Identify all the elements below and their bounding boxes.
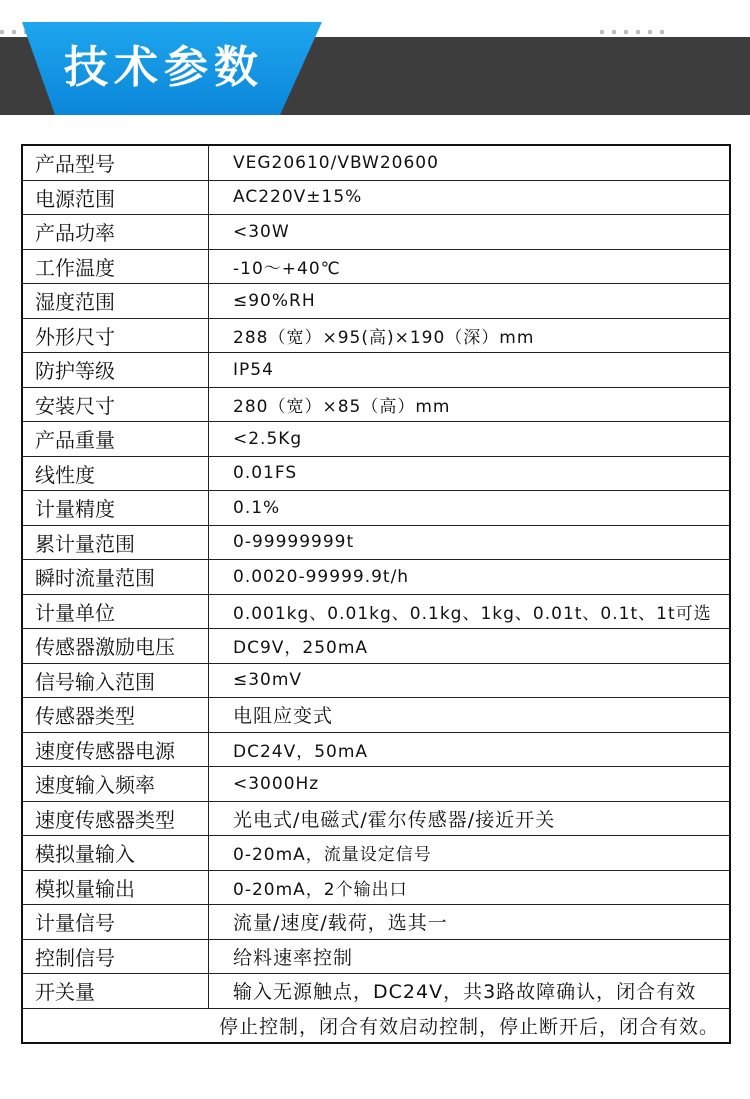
table-row xyxy=(22,905,730,940)
decor-dots-left xyxy=(0,30,28,36)
spec-label: 计量精度 xyxy=(22,491,209,526)
header-banner xyxy=(0,0,750,128)
table-row xyxy=(22,422,730,457)
spec-value: IP54 xyxy=(209,353,731,388)
table-row xyxy=(22,525,730,560)
spec-value: 288（宽）×95(高)×190（深）mm xyxy=(209,318,731,353)
table-row xyxy=(22,456,730,491)
spec-label: 速度传感器类型 xyxy=(22,801,209,836)
spec-value: DC9V，250mA xyxy=(209,629,731,664)
table-row xyxy=(22,491,730,526)
spec-value: 0-99999999t xyxy=(209,525,731,560)
spec-label: 速度输入频率 xyxy=(22,767,209,802)
spec-label: 外形尺寸 xyxy=(22,318,209,353)
page-title: 技术参数 xyxy=(64,42,264,93)
spec-value: -10～+40℃ xyxy=(209,249,731,284)
table-row xyxy=(22,663,730,698)
spec-value: 0.1% xyxy=(209,491,731,526)
spec-value: 给料速率控制 xyxy=(209,939,731,974)
table-row xyxy=(22,215,730,250)
spec-value: 流量/速度/载荷，选其一 xyxy=(209,905,731,940)
spec-label: 湿度范围 xyxy=(22,284,209,319)
table-row xyxy=(22,801,730,836)
spec-value: 280（宽）×85（高）mm xyxy=(209,387,731,422)
spec-label: 传感器类型 xyxy=(22,698,209,733)
table-row xyxy=(22,939,730,974)
spec-value: 电阻应变式 xyxy=(209,698,731,733)
table-row xyxy=(22,180,730,215)
spec-table xyxy=(21,144,731,1044)
spec-value: ≤90%RH xyxy=(209,284,731,319)
spec-label: 计量单位 xyxy=(22,594,209,629)
spec-value: AC220V±15% xyxy=(209,180,731,215)
spec-value: 0-20mA，流量设定信号 xyxy=(209,836,731,871)
spec-value: ≤30mV xyxy=(209,663,731,698)
table-row xyxy=(22,284,730,319)
spec-label: 控制信号 xyxy=(22,939,209,974)
spec-value: <30W xyxy=(209,215,731,250)
spec-value: 输入无源触点，DC24V，共3路故障确认，闭合有效 xyxy=(209,974,731,1009)
table-row xyxy=(22,594,730,629)
spec-label: 速度传感器电源 xyxy=(22,732,209,767)
spec-label: 产品重量 xyxy=(22,422,209,457)
table-row xyxy=(22,732,730,767)
spec-value: 0.001kg、0.01kg、0.1kg、1kg、0.01t、0.1t、1t可选 xyxy=(209,594,731,629)
table-row xyxy=(22,387,730,422)
spec-label: 累计量范围 xyxy=(22,525,209,560)
spec-label: 模拟量输入 xyxy=(22,836,209,871)
table-row xyxy=(22,767,730,802)
spec-label: 信号输入范围 xyxy=(22,663,209,698)
spec-value: 光电式/电磁式/霍尔传感器/接近开关 xyxy=(209,801,731,836)
table-row xyxy=(22,870,730,905)
table-row xyxy=(22,836,730,871)
table-row xyxy=(22,353,730,388)
table-row xyxy=(22,249,730,284)
spec-value: 0.01FS xyxy=(209,456,731,491)
spec-label: 开关量 xyxy=(22,974,209,1009)
spec-value: VEG20610/VBW20600 xyxy=(209,145,731,180)
spec-label: 工作温度 xyxy=(22,249,209,284)
spec-label: 模拟量输出 xyxy=(22,870,209,905)
table-row xyxy=(22,629,730,664)
spec-value: <3000Hz xyxy=(209,767,731,802)
table-row xyxy=(22,698,730,733)
spec-label: 产品功率 xyxy=(22,215,209,250)
table-row xyxy=(22,145,730,180)
spec-label: 线性度 xyxy=(22,456,209,491)
spec-label: 瞬时流量范围 xyxy=(22,560,209,595)
spec-label: 传感器激励电压 xyxy=(22,629,209,664)
footer-line: 停止控制，闭合有效启动控制，停止断开后，闭合有效。 xyxy=(22,1008,730,1043)
spec-label: 安装尺寸 xyxy=(22,387,209,422)
spec-label: 产品型号 xyxy=(22,145,209,180)
spec-value: 0.0020-99999.9t/h xyxy=(209,560,731,595)
spec-value: <2.5Kg xyxy=(209,422,731,457)
spec-label: 防护等级 xyxy=(22,353,209,388)
table-row-footer xyxy=(22,1008,730,1043)
spec-value: DC24V，50mA xyxy=(209,732,731,767)
table-row xyxy=(22,974,730,1009)
table-row xyxy=(22,318,730,353)
spec-label: 计量信号 xyxy=(22,905,209,940)
decor-dots-right xyxy=(600,30,664,36)
spec-label: 电源范围 xyxy=(22,180,209,215)
table-row xyxy=(22,560,730,595)
spec-value: 0-20mA，2个输出口 xyxy=(209,870,731,905)
